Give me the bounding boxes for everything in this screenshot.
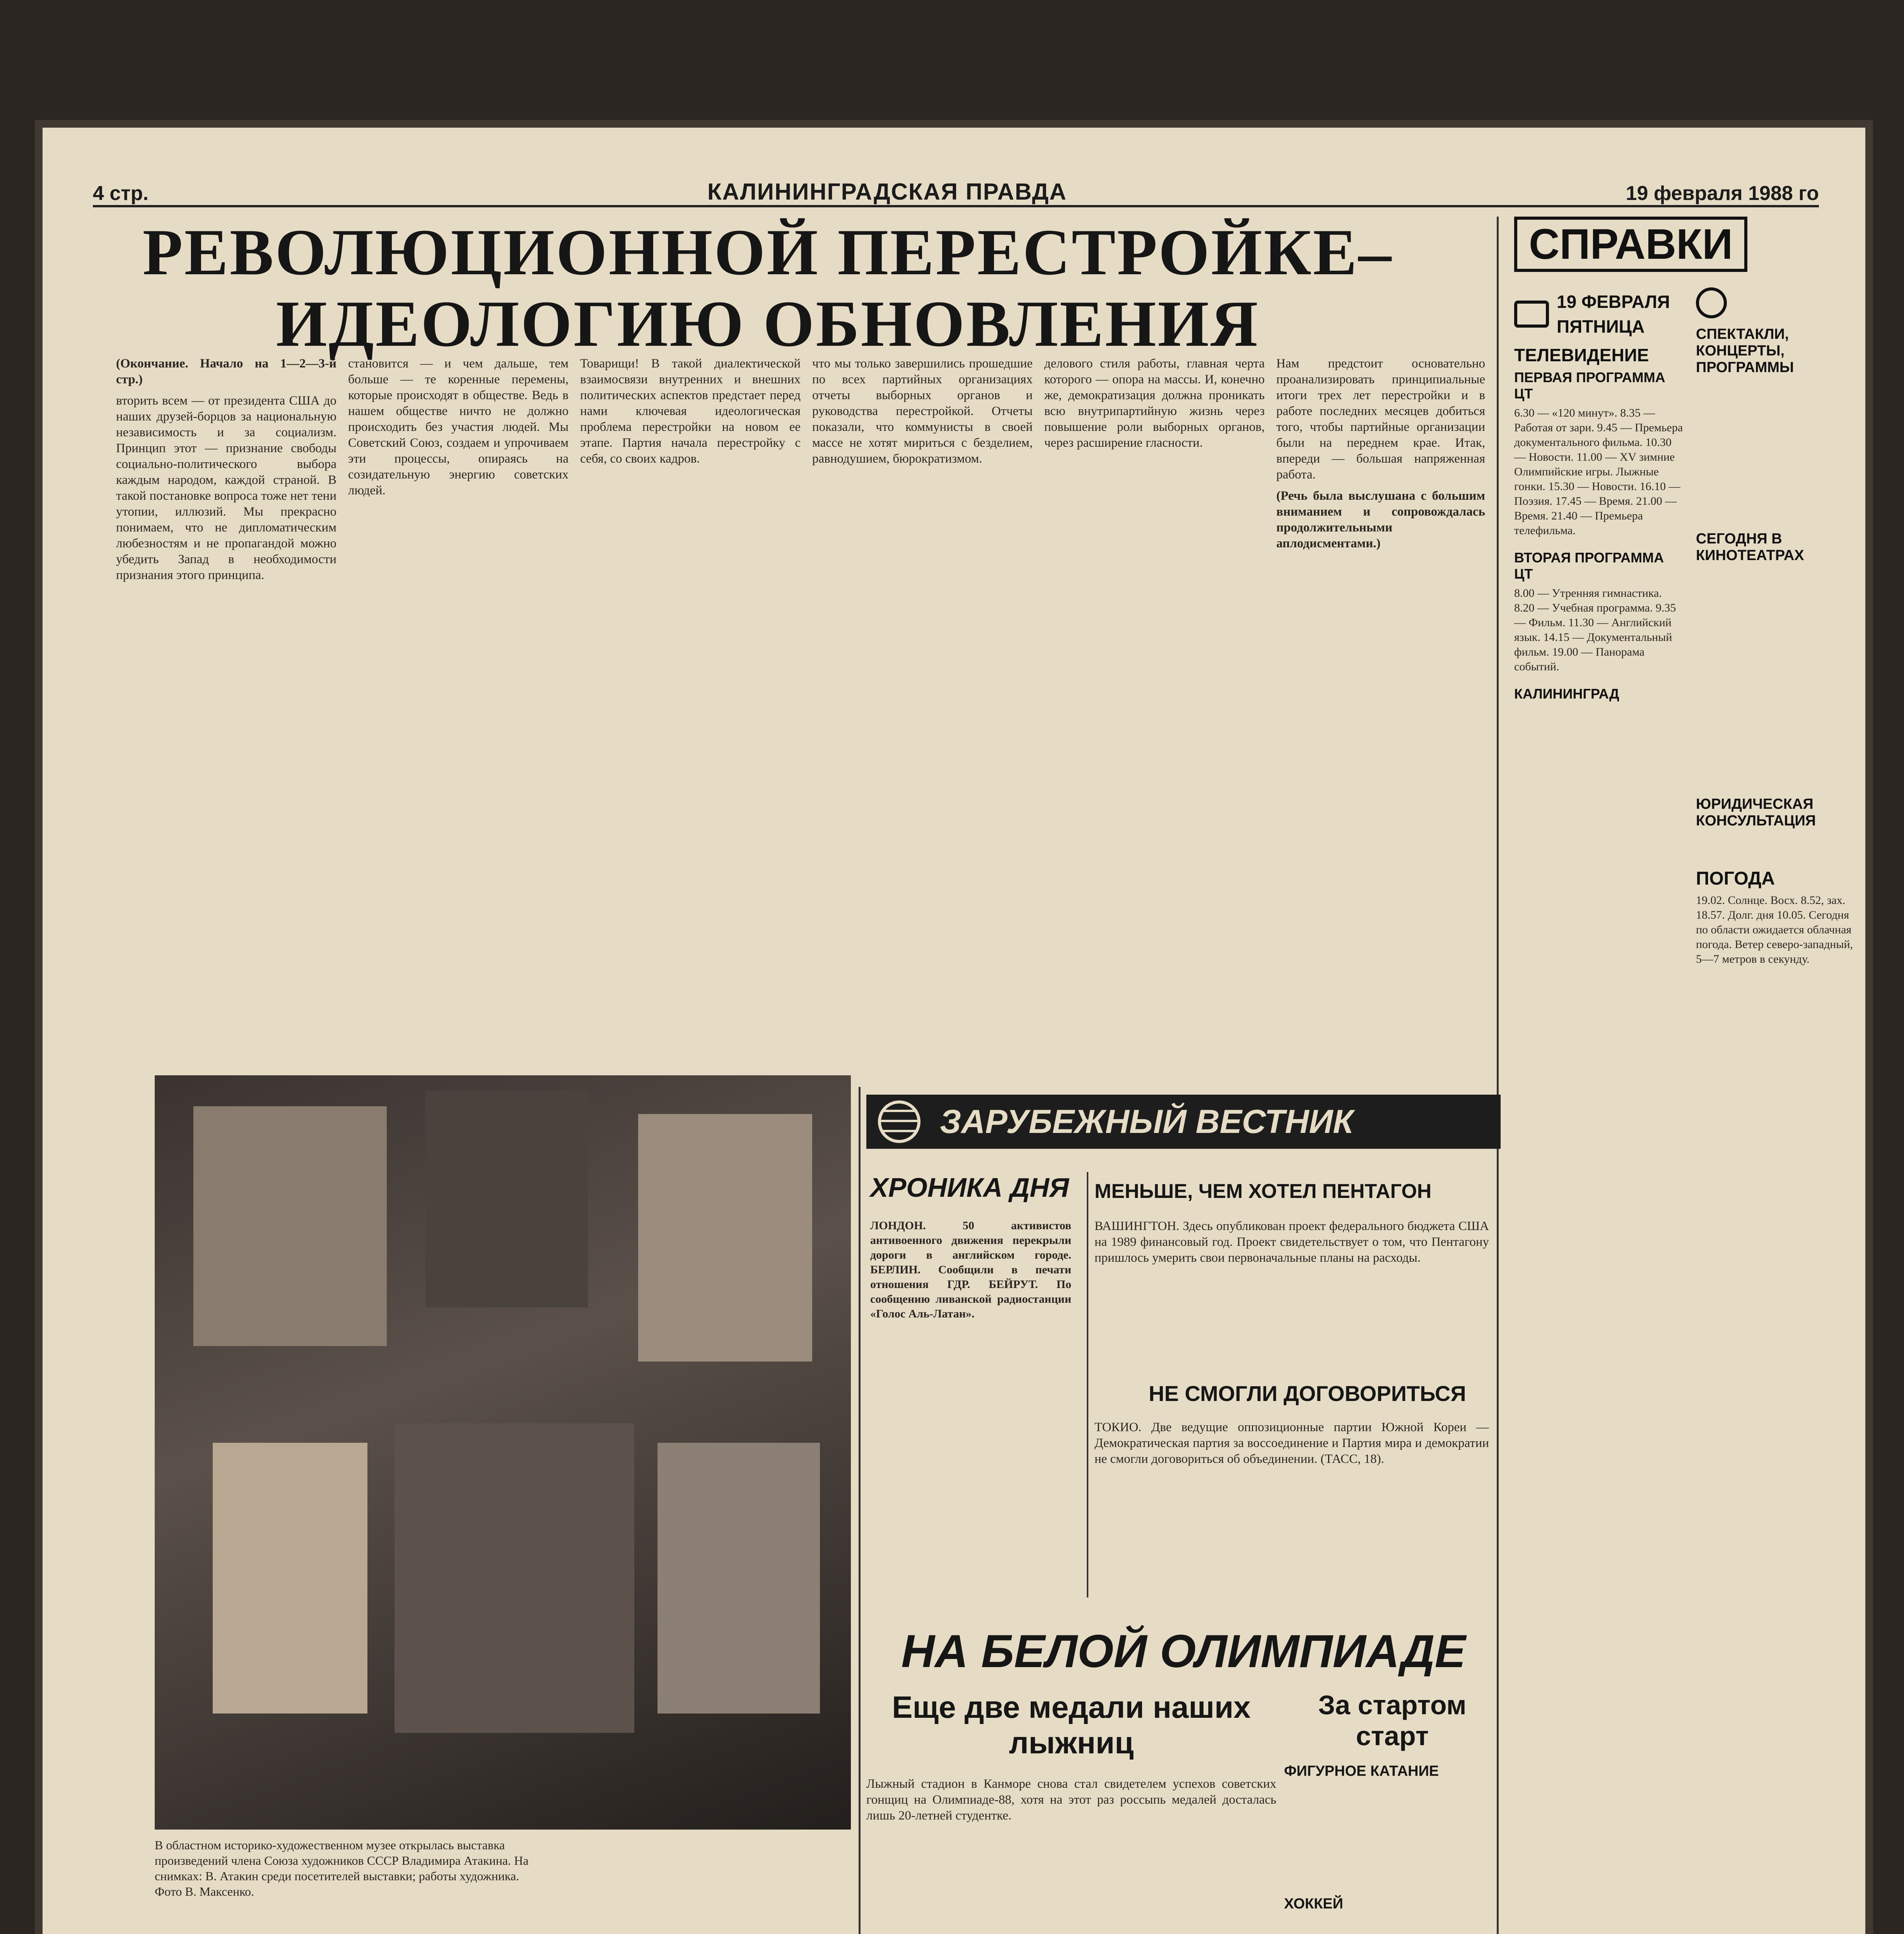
- page-number: 4 стр.: [93, 182, 149, 205]
- article-col2-text: становится — и чем дальше, тем больше — те коренные перемены, которые происходят в обществе. Ведь в нашем обществе ничто не должно происходить без участия людей. Мы Советский Союз, создаем и упрочиваем эти процессы, опираясь на созидательную энергию советских людей.: [348, 357, 569, 497]
- tv-program-1-schedule: 6.30 — «120 минут». 8.35 — Работая от зари. 9.45 — Премьера документального фильма. 10.30 — Новости. 11.00 — XV зимние Олимпийские игры. Лыжные гонки. 15.30 — Новости. 16.10 — Поэзия. 17.45 — Время. 21.00 — Время. 21.40 — Премьера телефильма.: [1514, 407, 1683, 537]
- headline-line-1: РЕВОЛЮЦИОННОЙ ПЕРЕСТРОЙКЕ–: [142, 216, 1393, 289]
- headline-line-2: ИДЕОЛОГИЮ ОБНОВЛЕНИЯ: [276, 287, 1260, 360]
- foreign-news-banner: [866, 1095, 1501, 1149]
- tv-kaliningrad-title: КАЛИНИНГРАД: [1514, 686, 1619, 702]
- olympics-section: [866, 1625, 1501, 1912]
- exhibition-photo: [155, 1075, 851, 1830]
- tv-section-title: ТЕЛЕВИДЕНИЕ: [1514, 345, 1649, 365]
- weather-text: 19.02. Солнце. Восх. 8.52, зах. 18.57. Долг. дня 10.05. Сегодня по области ожидается облачная погода. Ветер северо-западный, 5—7 метров в секунду.: [1696, 894, 1853, 965]
- skating-heading: ФИГУРНОЕ КАТАНИЕ: [1284, 1763, 1439, 1779]
- issue-date: 19 февраля 1988 го: [1626, 182, 1819, 205]
- cinema-section-title: СЕГОДНЯ В КИНОТЕАТРАХ: [1696, 531, 1804, 564]
- article-column-3: [580, 356, 801, 1006]
- article-column-2: [348, 356, 569, 1006]
- tv-icon: [1514, 301, 1549, 328]
- olympics-title: НА БЕЛОЙ ОЛИМПИАДЕ: [901, 1625, 1466, 1677]
- theatre-section-title: СПЕКТАКЛИ, КОНЦЕРТЫ, ПРОГРАММЫ: [1696, 326, 1794, 376]
- hockey-heading: ХОККЕЙ: [1284, 1896, 1343, 1912]
- article-col6-text: Нам предстоит основательно проанализировать принципиальные итоги трех лет перестройки и в работе последних месяцев добиться того, чтобы партийные организации были на переднем крае. Итак, впереди — большая напряженная работа.: [1276, 357, 1485, 482]
- column-divider: [859, 1087, 861, 1934]
- agree-heading: НЕ СМОГЛИ ДОГОВОРИТЬСЯ: [1149, 1381, 1466, 1406]
- start-heading: За стартом старт: [1318, 1690, 1467, 1751]
- olympics-text: Лыжный стадион в Канморе снова стал свидетелем успехов советских гонщиц на Олимпиаде-88, хотя на этот раз россыпь медалей досталась лишь 20-летней студентке.: [866, 1777, 1276, 1823]
- photo-caption: В областном историко-художественном музее открылась выставка произведений члена Союза художников СССР Владимира Атакина. На снимках: В. Атакин среди посетителей выставки; работы художника. Фото В. Максенко.: [155, 1838, 529, 1898]
- globe-icon: [878, 1100, 920, 1143]
- article-column-1: [116, 356, 336, 1006]
- article-col1-text: вторить всем — от президента США до наших друзей-борцов за национальную независимость и за социализм. Принцип этот — признание свободы социально-политического выбора каждым народом, каждой страной. В такой постановке вопроса тоже нет тени утопии, иллюзий. Мы прекрасно понимаем, что не дипломатическим любезностям и не пропагандой можно убедить Запад в необходимости признания этого принципа.: [116, 394, 336, 582]
- olympics-subtitle: Еще две медали наших лыжниц: [892, 1690, 1251, 1760]
- foreign-news-title: ЗАРУБЕЖНЫЙ ВЕСТНИК: [940, 1103, 1354, 1140]
- sidebar-day: 19 ФЕВРАЛЯ: [1557, 292, 1670, 312]
- article-column-4: [812, 356, 1033, 1006]
- tv-program-2-schedule: 8.00 — Утренняя гимнастика. 8.20 — Учебная программа. 9.35 — Фильм. 11.30 — Английский язык. 14.15 — Документальный фильм. 19.00 — Панорама событий.: [1514, 587, 1676, 673]
- sidebar-title: СПРАВКИ: [1514, 217, 1747, 272]
- paper-name: КАЛИНИНГРАДСКАЯ ПРАВДА: [707, 179, 1067, 205]
- tv-program-2-title: ВТОРАЯ ПРОГРАММА ЦТ: [1514, 550, 1664, 582]
- article-col3-text: Товарищи! В такой диалектической взаимосвязи внутренних и внешних политических аспектов предстает перед нами ключевая идеологическая проблема перестройки на новом ее этапе. Партия начала перестройку с себя, со своих кадров.: [580, 357, 801, 466]
- sidebar-weekday: ПЯТНИЦА: [1557, 316, 1645, 337]
- article-column-5: [1044, 356, 1265, 1006]
- tv-program-1-title: ПЕРВАЯ ПРОГРАММА ЦТ: [1514, 369, 1665, 401]
- legal-section-title: ЮРИДИЧЕСКАЯ КОНСУЛЬТАЦИЯ: [1696, 796, 1816, 829]
- article-intro: (Окончание. Начало на 1—2—3-й стр.): [116, 357, 336, 386]
- column-divider: [1087, 1172, 1088, 1597]
- article-closing-note: (Речь была выслушана с большим вниманием и сопровождалась продолжительными аплодисментами.): [1276, 489, 1485, 550]
- page-header: [93, 174, 1819, 207]
- pentagon-heading: МЕНЬШЕ, ЧЕМ ХОТЕЛ ПЕНТАГОН: [1095, 1180, 1432, 1203]
- pentagon-text: ВАШИНГТОН. Здесь опубликован проект федерального бюджета США на 1989 финансовый год. Проект свидетельствует о том, что Пентагону пришлось умерить свои первоначальные планы на расходы.: [1095, 1219, 1489, 1265]
- newspaper-page: [43, 128, 1865, 1934]
- main-headline: [120, 217, 1416, 360]
- chronicle-heading: ХРОНИКА ДНЯ: [870, 1172, 1069, 1203]
- theatre-icon: [1696, 287, 1727, 318]
- weather-section-title: ПОГОДА: [1696, 868, 1775, 889]
- article-col5-text: делового стиля работы, главная черта которого — опора на массы. И, конечно же, демократизация должна проникать всю внутрипартийную жизнь через повышение роли выборных органов, через расширение гласности.: [1044, 357, 1265, 450]
- reference-sidebar: [1497, 217, 1868, 1934]
- agree-text: ТОКИО. Две ведущие оппозиционные партии Южной Кореи — Демократическая партия за воссоединение и Партия мира и демократии не смогли договориться об объединении. (ТАСС, 18).: [1095, 1420, 1489, 1466]
- chronicle-text: ЛОНДОН. 50 активистов антивоенного движения перекрыли дороги в английском городе. БЕРЛИН. Сообщили в печати отношения ГДР. БЕЙРУТ. По сообщению ливанской радиостанции «Голос Аль-Латан».: [870, 1219, 1071, 1320]
- article-column-6: [1276, 356, 1485, 1006]
- article-col4-text: что мы только завершились прошедшие по всех партийных организациях отчеты выборных органов и руководства перестройкой. Отчеты показали, что коммунисты в своей массе не хотят мириться с безделием, равнодушием, бюрократизмом.: [812, 357, 1033, 466]
